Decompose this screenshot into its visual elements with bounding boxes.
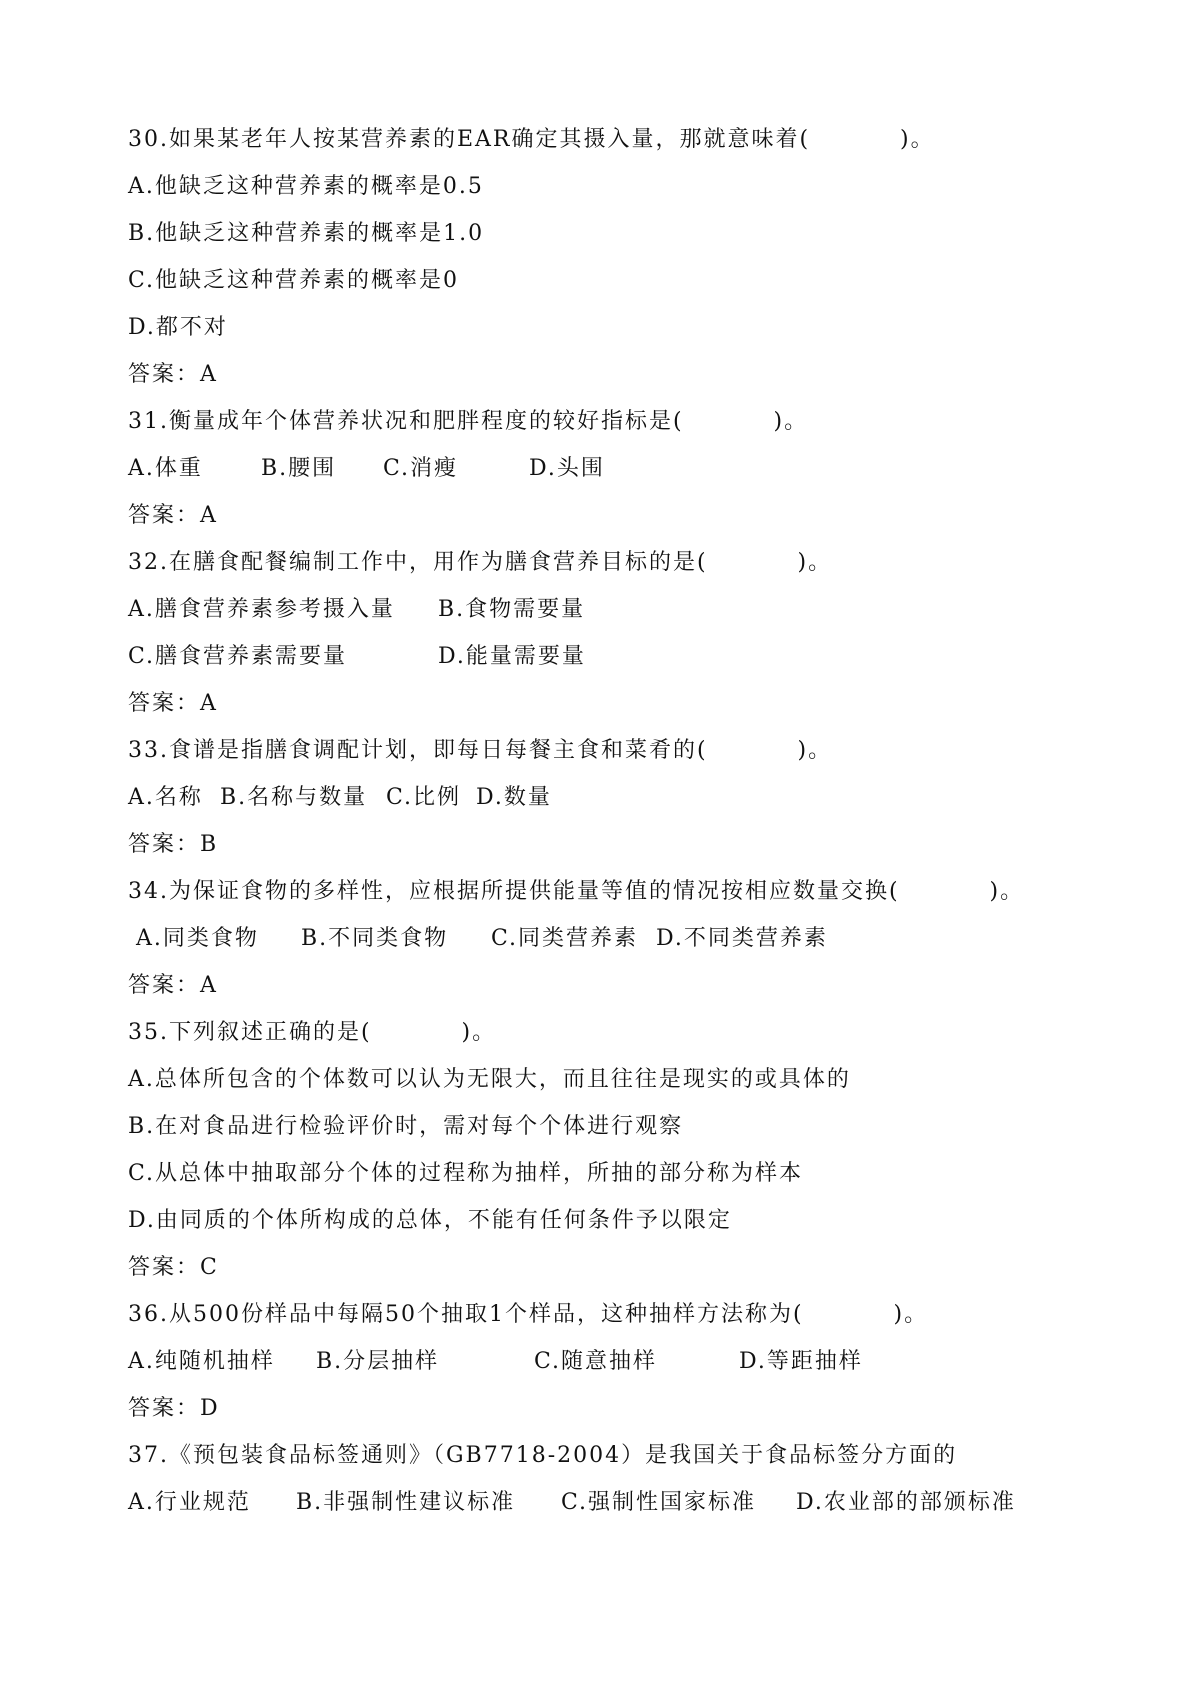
question-35-option-a: A.总体所包含的个体数可以认为无限大，而且往往是现实的或具体的 xyxy=(128,1067,851,1092)
question-31-stem: 31.衡量成年个体营养状况和肥胖程度的较好指标是( )。 xyxy=(128,409,809,434)
question-37-stem: 37.《预包装食品标签通则》（GB7718-2004）是我国关于食品标签分方面的 xyxy=(128,1443,958,1468)
question-32-answer: 答案：A xyxy=(128,691,218,716)
question-30-option-b: B.他缺乏这种营养素的概率是1.0 xyxy=(128,221,485,246)
question-36-option-b: B.分层抽样 xyxy=(316,1349,440,1374)
question-34-option-b: B.不同类食物 xyxy=(301,926,449,951)
question-33-option-a: A.名称 xyxy=(128,785,203,810)
question-35-option-d: D.由同质的个体所构成的总体，不能有任何条件予以限定 xyxy=(128,1208,732,1233)
question-30-option-a: A.他缺乏这种营养素的概率是0.5 xyxy=(128,174,484,199)
question-34-option-d: D.不同类营养素 xyxy=(656,926,828,951)
question-34-option-a: A.同类食物 xyxy=(136,926,259,951)
question-33-option-c: C.比例 xyxy=(386,785,462,810)
question-37-option-d: D.农业部的部颁标准 xyxy=(796,1490,1016,1515)
question-37-option-b: B.非强制性建议标准 xyxy=(296,1490,516,1515)
question-36-answer: 答案：D xyxy=(128,1396,220,1421)
question-33-option-b: B.名称与数量 xyxy=(220,785,368,810)
question-36-stem: 36.从500份样品中每隔50个抽取1个样品，这种抽样方法称为( )。 xyxy=(128,1302,929,1327)
question-36-option-d: D.等距抽样 xyxy=(739,1349,863,1374)
question-34-option-c: C.同类营养素 xyxy=(491,926,639,951)
question-32-option-c: C.膳食营养素需要量 xyxy=(128,644,348,669)
question-36-option-c: C.随意抽样 xyxy=(534,1349,658,1374)
question-30-option-d: D.都不对 xyxy=(128,315,228,340)
question-32-option-a: A.膳食营养素参考摄入量 xyxy=(128,597,395,622)
question-34-options xyxy=(128,919,1088,966)
question-35-answer: 答案：C xyxy=(128,1255,219,1280)
question-31-option-a: A.体重 xyxy=(128,456,203,481)
question-33-options xyxy=(128,778,1088,825)
question-35-option-b: B.在对食品进行检验评价时，需对每个个体进行观察 xyxy=(128,1114,684,1139)
question-37-option-a: A.行业规范 xyxy=(128,1490,251,1515)
question-32-options-row-2 xyxy=(128,637,1088,684)
question-32-option-d: D.能量需要量 xyxy=(438,644,586,669)
question-31-answer: 答案：A xyxy=(128,503,218,528)
document-page xyxy=(128,120,1088,1530)
question-36-option-a: A.纯随机抽样 xyxy=(128,1349,275,1374)
question-32-stem: 32.在膳食配餐编制工作中，用作为膳食营养目标的是( )。 xyxy=(128,550,833,575)
question-31-options xyxy=(128,449,1088,496)
question-34-stem: 34.为保证食物的多样性，应根据所提供能量等值的情况按相应数量交换( )。 xyxy=(128,879,1025,904)
question-32-option-b: B.食物需要量 xyxy=(438,597,586,622)
question-37-options xyxy=(128,1483,1088,1530)
question-31-option-b: B.腰围 xyxy=(261,456,337,481)
question-34-answer: 答案：A xyxy=(128,973,218,998)
question-30-answer: 答案：A xyxy=(128,362,218,387)
question-30-option-c: C.他缺乏这种营养素的概率是0 xyxy=(128,268,460,293)
question-31-option-d: D.头围 xyxy=(529,456,605,481)
question-37-option-c: C.强制性国家标准 xyxy=(561,1490,757,1515)
question-31-option-c: C.消瘦 xyxy=(383,456,459,481)
question-35-stem: 35.下列叙述正确的是( )。 xyxy=(128,1020,497,1045)
question-30-stem: 30.如果某老年人按某营养素的EAR确定其摄入量，那就意味着( )。 xyxy=(128,127,935,152)
question-35-option-c: C.从总体中抽取部分个体的过程称为抽样，所抽的部分称为样本 xyxy=(128,1161,804,1186)
question-33-stem: 33.食谱是指膳食调配计划，即每日每餐主食和菜肴的( )。 xyxy=(128,738,833,763)
question-33-option-d: D.数量 xyxy=(476,785,552,810)
question-32-options-row-1 xyxy=(128,590,1088,637)
question-33-answer: 答案：B xyxy=(128,832,219,857)
question-36-options xyxy=(128,1342,1088,1389)
